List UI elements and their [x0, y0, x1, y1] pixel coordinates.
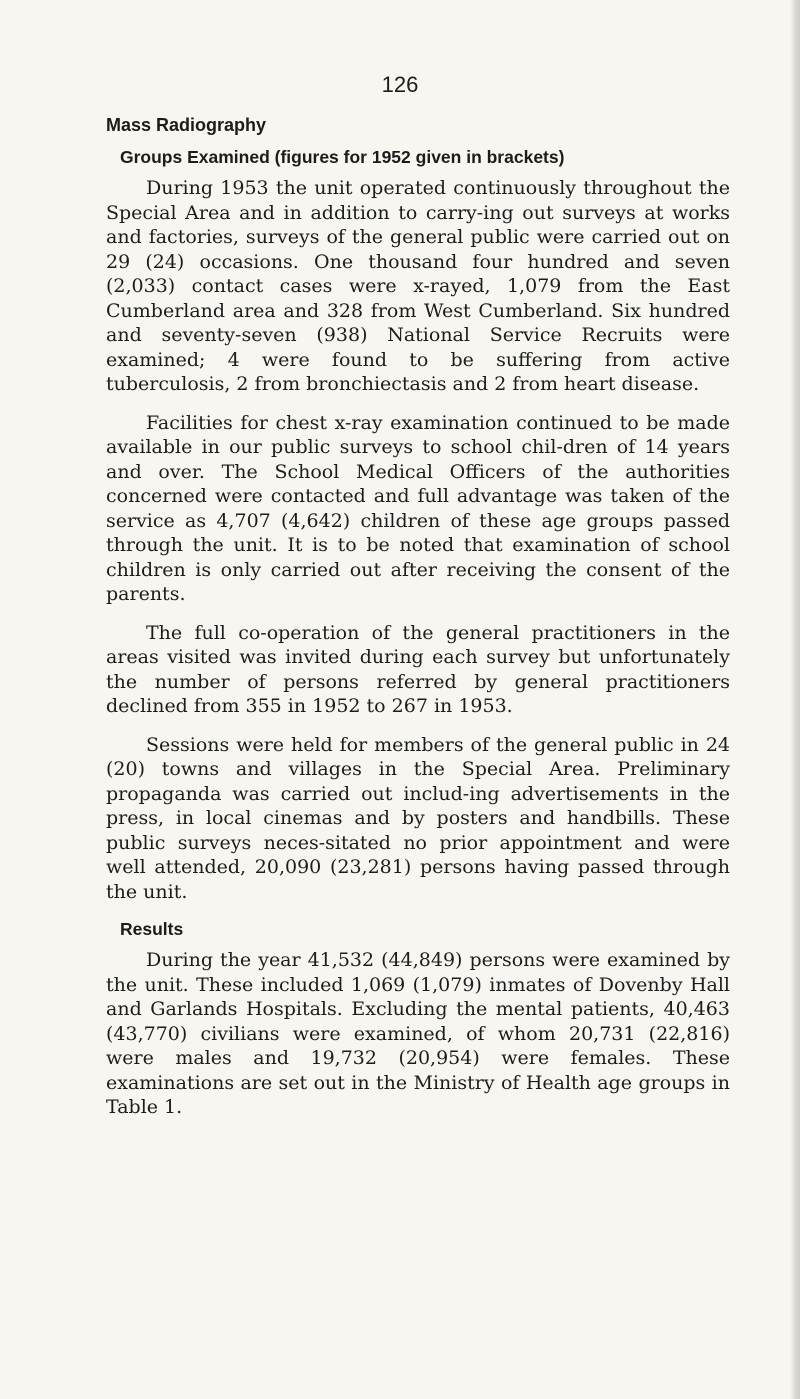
document-body	[106, 114, 730, 1134]
paragraph-public-sessions: Sessions were held for members of the general public in 24 (20) towns and villages in the Special Area. Preliminary propaganda was carried out includ-ing advertisements in the press, in local cinemas and by posters and handbills. These public surveys neces-sitated no prior appointment and were well attended, 20,090 (23,281) persons having passed through the unit.	[106, 733, 730, 903]
paragraph-continuous-operation: During 1953 the unit operated continuously throughout the Special Area and in addition to carry-ing out surveys at works and factories, surveys of the general public were carried out on 29 (24) occasions. One thousand four hundred and seven (2,033) contact cases were x-rayed, 1,079 from the East Cumberland area and 328 from West Cumberland. Six hundred and seventy-seven (938) National Service Recruits were examined; 4 were found to be suffering from active tuberculosis, 2 from bronchiectasis and 2 from heart disease.	[106, 177, 730, 395]
results-heading: Results	[120, 919, 184, 939]
page-edge-shadow	[790, 0, 800, 1399]
section-title: Mass Radiography	[106, 115, 267, 135]
paragraph-school-children: Facilities for chest x-ray examination continued to be made available in our public surveys to school chil-dren of 14 years and over. The School Medical Officers of the authorities concerned were contacted and full advantage was taken of the service as 4,707 (4,642) children of these age groups passed through the unit. It is to be noted that examination of school children is only carried out after receiving the consent of the parents.	[106, 411, 730, 605]
paragraph-results: During the year 41,532 (44,849) persons were examined by the unit. These included 1,069 (1,079) inmates of Dovenby Hall and Garlands Hospitals. Excluding the mental patients, 40,463 (43,770) civilians were examined, of whom 20,731 (22,816) were males and 19,732 (20,954) were females. These examinations are set out in the Ministry of Health age groups in Table 1.	[106, 949, 730, 1118]
page-number: 126	[381, 72, 419, 97]
paragraph-general-practitioners: The full co-operation of the general practitioners in the areas visited was invited during each survey but unfortunately the number of persons referred by general practitioners declined from 355 in 1952 to 267 in 1953.	[106, 621, 730, 717]
groups-examined-heading: Groups Examined (figures for 1952 given in brackets)	[120, 147, 565, 167]
